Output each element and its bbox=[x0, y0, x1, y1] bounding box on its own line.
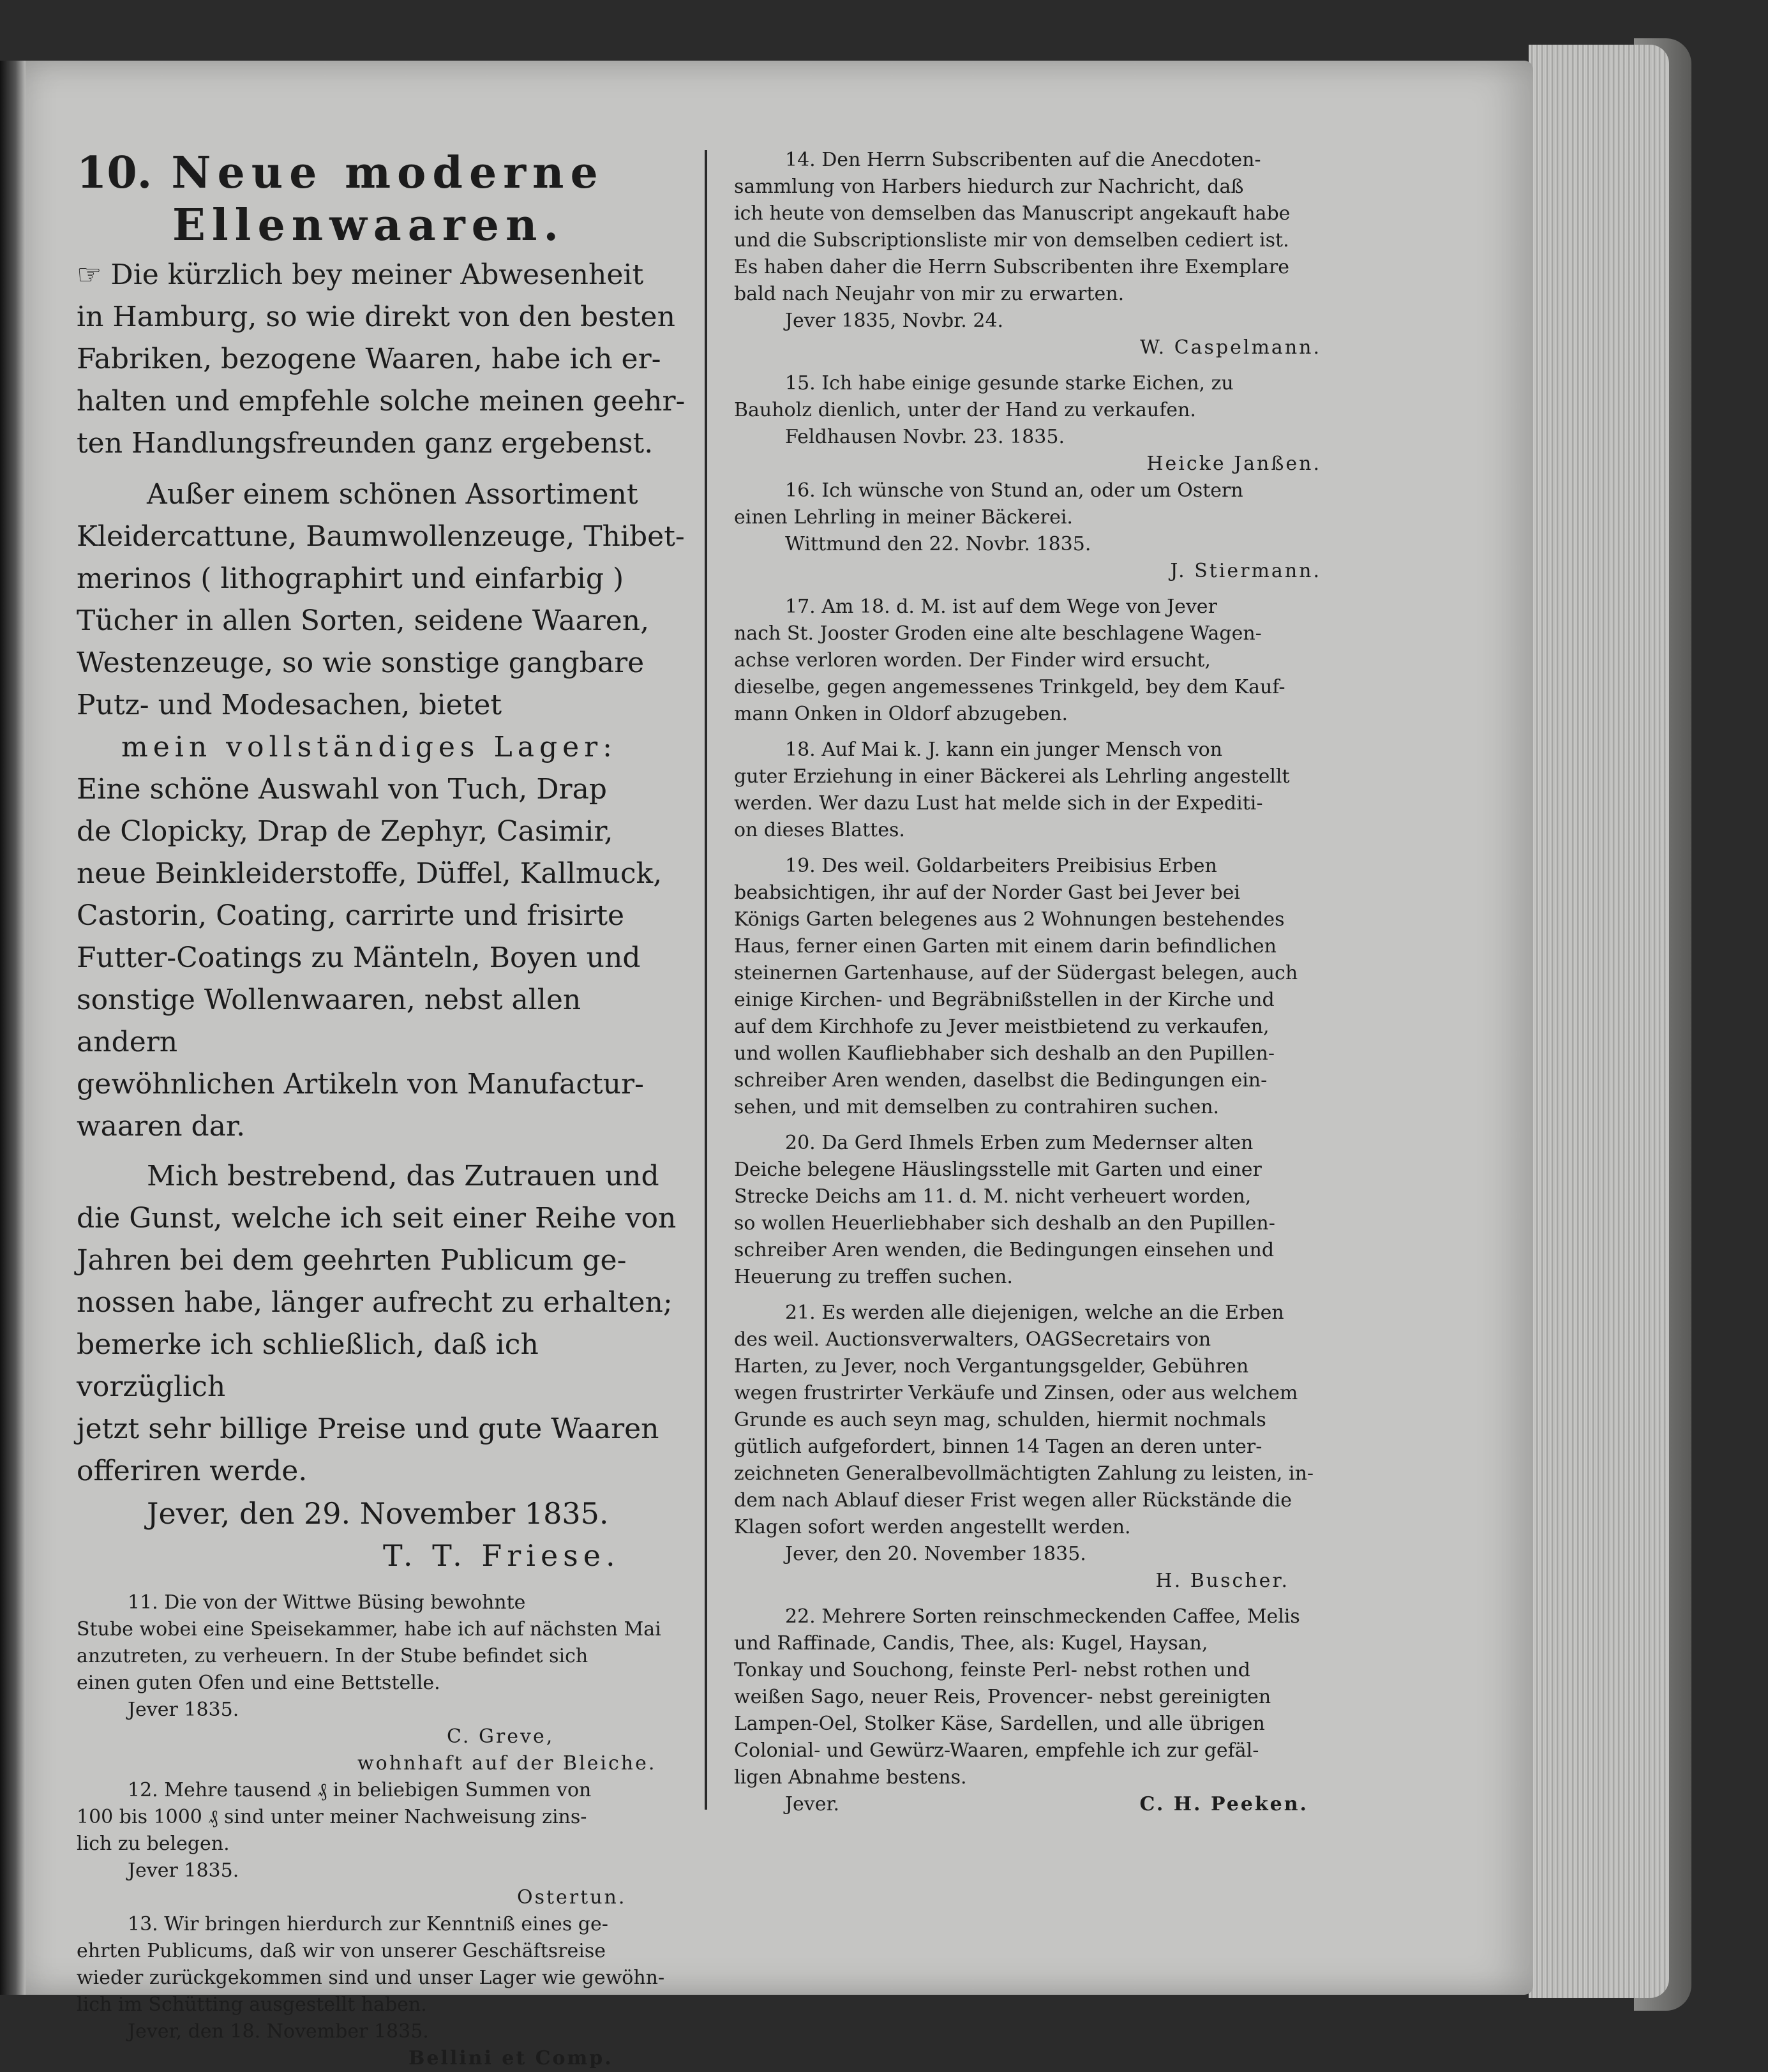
text-line: Jahren bei dem geehrten Publicum ge- bbox=[77, 1244, 627, 1277]
ad-number: 10. bbox=[77, 147, 153, 199]
ad-10-intro bbox=[77, 254, 686, 465]
ad-12 bbox=[77, 1777, 686, 1911]
text-line: 20. Da Gerd Ihmels Erben zum Medernser alten bbox=[785, 1132, 1254, 1154]
text-line: mann Onken in Oldorf abzugeben. bbox=[734, 703, 1068, 725]
text-line: Strecke Deichs am 11. d. M. nicht verheuert worden, bbox=[734, 1185, 1252, 1208]
text-line: Tücher in allen Sorten, seidene Waaren, bbox=[77, 604, 650, 637]
text-line: ☞ Die kürzlich bey meiner Abwesenheit bbox=[77, 259, 644, 291]
text-line: Lampen-Oel, Stolker Käse, Sardellen, und alle übrigen bbox=[734, 1713, 1265, 1735]
right-column bbox=[734, 147, 1347, 1818]
text-line: ich heute von demselben das Manuscript angekauft habe bbox=[734, 202, 1291, 225]
ad-15 bbox=[734, 370, 1347, 477]
text-line: Außer einem schönen Assortiment bbox=[147, 478, 638, 511]
text-line: wieder zurückgekommen sind und unser Lager wie gewöhn- bbox=[77, 1967, 665, 1989]
ad-11-place: Jever 1835. bbox=[128, 1699, 239, 1721]
ad-11 bbox=[77, 1589, 686, 1777]
text-line: Eine schöne Auswahl von Tuch, Drap bbox=[77, 773, 607, 806]
text-line: sammlung von Harbers hiedurch zur Nachricht, daß bbox=[734, 176, 1244, 198]
text-line: anzutreten, zu verheuern. In der Stube befindet sich bbox=[77, 1645, 588, 1667]
text-line: steinernen Gartenhause, auf der Südergast belegen, auch bbox=[734, 962, 1298, 984]
text-line: und Raffinade, Candis, Thee, als: Kugel, Haysan, bbox=[734, 1632, 1208, 1655]
text-line: die Gunst, welche ich seit einer Reihe von bbox=[77, 1202, 677, 1235]
title-line: Neue moderne bbox=[171, 147, 604, 199]
ad-12-place: Jever 1835. bbox=[128, 1859, 239, 1882]
ad-13-signature: Bellini et Comp. bbox=[408, 2047, 613, 2069]
text-line: dieselbe, gegen angemessenes Trinkgeld, bey dem Kauf- bbox=[734, 676, 1285, 698]
ad-13-place: Jever, den 18. November 1835. bbox=[128, 2020, 429, 2043]
ad-12-signature: Ostertun. bbox=[517, 1886, 627, 1909]
ad-10-date: Jever, den 29. November 1835. bbox=[147, 1496, 609, 1531]
text-line: Kleidercattune, Baumwollenzeuge, Thibet- bbox=[77, 520, 685, 553]
text-line: guter Erziehung in einer Bäckerei als Lehrling angestellt bbox=[734, 765, 1290, 788]
ad-21-signature: H. Buscher. bbox=[1155, 1570, 1289, 1592]
text-line: 13. Wir bringen hierdurch zur Kenntniß eines ge- bbox=[128, 1913, 608, 1935]
ad-17 bbox=[734, 594, 1347, 728]
title-line: Ellenwaaren. bbox=[172, 200, 566, 251]
ad-22-signature: C. H. Peeken. bbox=[1139, 1793, 1308, 1815]
text-line: einige Kirchen- und Begräbnißstellen in der Kirche und bbox=[734, 989, 1275, 1011]
text-line: 11. Die von der Wittwe Büsing bewohnte bbox=[128, 1591, 526, 1614]
text-line: bemerke ich schließlich, daß ich vorzüglich bbox=[77, 1328, 539, 1403]
text-line: gewöhnlichen Artikeln von Manufactur- bbox=[77, 1068, 644, 1100]
text-line: ligen Abnahme bestens. bbox=[734, 1766, 967, 1789]
page-edges bbox=[1529, 45, 1669, 1998]
text-line: Fabriken, bezogene Waaren, habe ich er- bbox=[77, 343, 661, 375]
text-line: nach St. Jooster Groden eine alte beschlagene Wagen- bbox=[734, 622, 1262, 645]
text-line: 18. Auf Mai k. J. kann ein junger Mensch von bbox=[785, 739, 1223, 761]
stock-heading: mein vollständiges Lager: bbox=[121, 731, 618, 763]
text-line: Königs Garten belegenes aus 2 Wohnungen bestehendes bbox=[734, 908, 1285, 931]
text-line: merinos ( lithographirt und einfarbig ) bbox=[77, 562, 624, 595]
ad-14-signature: W. Caspelmann. bbox=[1140, 336, 1321, 359]
left-column bbox=[77, 147, 686, 2072]
ad-16-signature: J. Stiermann. bbox=[1170, 560, 1321, 582]
ad-16-place: Wittmund den 22. Novbr. 1835. bbox=[785, 533, 1091, 555]
ad-11-signature-note: wohnhaft auf der Bleiche. bbox=[357, 1752, 657, 1775]
text-line: so wollen Heuerliebhaber sich deshalb an den Pupillen- bbox=[734, 1212, 1275, 1235]
text-line: beabsichtigen, ihr auf der Norder Gast bei Jever bei bbox=[734, 882, 1240, 904]
text-line: 15. Ich habe einige gesunde starke Eichen, zu bbox=[785, 372, 1234, 394]
ad-10-closing bbox=[77, 1155, 686, 1492]
ad-21 bbox=[734, 1300, 1347, 1595]
ad-20 bbox=[734, 1130, 1347, 1291]
ad-16 bbox=[734, 477, 1347, 585]
text-line: Haus, ferner einen Garten mit einem darin befindlichen bbox=[734, 935, 1277, 957]
text-line: neue Beinkleiderstoffe, Düffel, Kallmuck, bbox=[77, 857, 663, 890]
text-line: Bauholz dienlich, unter der Hand zu verkaufen. bbox=[734, 399, 1196, 421]
text-line: Colonial- und Gewürz-Waaren, empfehle ich zur gefäl- bbox=[734, 1739, 1259, 1762]
text-line: Futter-Coatings zu Mänteln, Boyen und bbox=[77, 942, 641, 974]
text-line: gütlich aufgefordert, binnen 14 Tagen an deren unter- bbox=[734, 1436, 1262, 1458]
text-line: achse verloren worden. Der Finder wird ersucht, bbox=[734, 649, 1211, 672]
text-line: ehrten Publicums, daß wir von unserer Geschäftsreise bbox=[77, 1940, 606, 1962]
text-line: Deiche belegene Häuslingsstelle mit Garten und einer bbox=[734, 1159, 1262, 1181]
text-line: Es haben daher die Herrn Subscribenten ihre Exemplare bbox=[734, 256, 1289, 278]
ad-21-place: Jever, den 20. November 1835. bbox=[785, 1543, 1086, 1565]
text-line: werden. Wer dazu Lust hat melde sich in der Expediti- bbox=[734, 792, 1263, 815]
text-line: Putz- und Modesachen, bietet bbox=[77, 689, 502, 721]
text-line: schreiber Aren wenden, die Bedingungen einsehen und bbox=[734, 1239, 1275, 1261]
text-line: Heuerung zu treffen suchen. bbox=[734, 1266, 1013, 1288]
ad-13 bbox=[77, 1911, 686, 2072]
text-line: 22. Mehrere Sorten reinschmeckenden Caffee, Melis bbox=[785, 1605, 1300, 1628]
ad-18 bbox=[734, 737, 1347, 844]
text-line: Harten, zu Jever, noch Vergantungsgelder, Gebühren bbox=[734, 1355, 1249, 1378]
text-line: zeichneten Generalbevollmächtigten Zahlung zu leisten, in- bbox=[734, 1462, 1314, 1485]
text-line: dem nach Ablauf dieser Frist wegen aller Rückstände die bbox=[734, 1489, 1292, 1512]
text-line: lich im Schütting ausgestellt haben. bbox=[77, 1993, 427, 2016]
text-line: und die Subscriptionsliste mir von demselben cediert ist. bbox=[734, 229, 1289, 251]
text-line: on dieses Blattes. bbox=[734, 819, 905, 841]
text-line: halten und empfehle solche meinen geehr- bbox=[77, 385, 685, 417]
text-line: schreiber Aren wenden, daselbst die Bedingungen ein- bbox=[734, 1069, 1268, 1092]
text-line: 21. Es werden alle diejenigen, welche an die Erben bbox=[785, 1302, 1284, 1324]
text-line: einen Lehrling in meiner Bäckerei. bbox=[734, 506, 1073, 529]
text-line: einen guten Ofen und eine Bettstelle. bbox=[77, 1672, 440, 1694]
ad-14-place: Jever 1835, Novbr. 24. bbox=[785, 310, 1004, 332]
text-line: Tonkay und Souchong, feinste Perl- nebst rothen und bbox=[734, 1659, 1250, 1681]
ad-14 bbox=[734, 147, 1347, 361]
book-gutter bbox=[0, 61, 26, 1995]
ad-10-assortment bbox=[77, 474, 686, 1148]
text-line: de Clopicky, Drap de Zephyr, Casimir, bbox=[77, 815, 613, 848]
text-line: 14. Den Herrn Subscribenten auf die Anecdoten- bbox=[785, 149, 1261, 171]
text-line: waaren dar. bbox=[77, 1110, 246, 1143]
column-rule bbox=[705, 150, 707, 1810]
ad-22 bbox=[734, 1603, 1347, 1818]
text-line: nossen habe, länger aufrecht zu erhalten; bbox=[77, 1286, 673, 1319]
ad-22-place: Jever. bbox=[785, 1793, 840, 1815]
text-line: Stube wobei eine Speisekammer, habe ich auf nächsten Mai bbox=[77, 1618, 661, 1640]
text-line: sonstige Wollenwaaren, nebst allen andern bbox=[77, 984, 581, 1058]
text-line: weißen Sago, neuer Reis, Provencer- nebst gereinigten bbox=[734, 1686, 1271, 1708]
text-line: 100 bis 1000 ₰ sind unter meiner Nachweisung zins- bbox=[77, 1806, 587, 1828]
text-line: ten Handlungsfreunden ganz ergebenst. bbox=[77, 427, 654, 460]
text-line: und wollen Kaufliebhaber sich deshalb an den Pupillen- bbox=[734, 1042, 1275, 1065]
text-line: Mich bestrebend, das Zutrauen und bbox=[147, 1160, 659, 1192]
text-line: offeriren werde. bbox=[77, 1455, 308, 1487]
text-line: jetzt sehr billige Preise und gute Waaren bbox=[77, 1413, 659, 1445]
ad-15-signature: Heicke Janßen. bbox=[1146, 453, 1321, 475]
text-line: Klagen sofort werden angestellt werden. bbox=[734, 1516, 1131, 1538]
text-line: lich zu belegen. bbox=[77, 1833, 230, 1855]
text-line: des weil. Auctionsverwalters, OAGSecretairs von bbox=[734, 1328, 1211, 1351]
text-line: 19. Des weil. Goldarbeiters Preibisius Erben bbox=[785, 855, 1217, 877]
ad-19 bbox=[734, 853, 1347, 1121]
text-line: Grunde es auch seyn mag, schulden, hiermit nochmals bbox=[734, 1409, 1266, 1431]
text-line: sehen, und mit demselben zu contrahiren suchen. bbox=[734, 1096, 1220, 1118]
text-line: 12. Mehre tausend ₰ in beliebigen Summen von bbox=[128, 1779, 592, 1801]
text-line: auf dem Kirchhofe zu Jever meistbietend zu verkaufen, bbox=[734, 1016, 1270, 1038]
text-line: 16. Ich wünsche von Stund an, oder um Ostern bbox=[785, 479, 1243, 502]
ad-11-signature: C. Greve, bbox=[447, 1725, 555, 1748]
text-line: in Hamburg, so wie direkt von den besten bbox=[77, 301, 675, 333]
text-line: bald nach Neujahr von mir zu erwarten. bbox=[734, 283, 1125, 305]
text-line: Castorin, Coating, carrirte und frisirte bbox=[77, 899, 625, 932]
ad-10-signature: T. T. Friese. bbox=[383, 1538, 620, 1573]
text-line: wegen frustrirter Verkäufe und Zinsen, oder aus welchem bbox=[734, 1382, 1298, 1404]
ad-10-title bbox=[77, 147, 686, 251]
text-line: Westenzeuge, so wie sonstige gangbare bbox=[77, 647, 645, 679]
ad-15-place: Feldhausen Novbr. 23. 1835. bbox=[785, 426, 1065, 448]
text-line: 17. Am 18. d. M. ist auf dem Wege von Jever bbox=[785, 596, 1217, 618]
